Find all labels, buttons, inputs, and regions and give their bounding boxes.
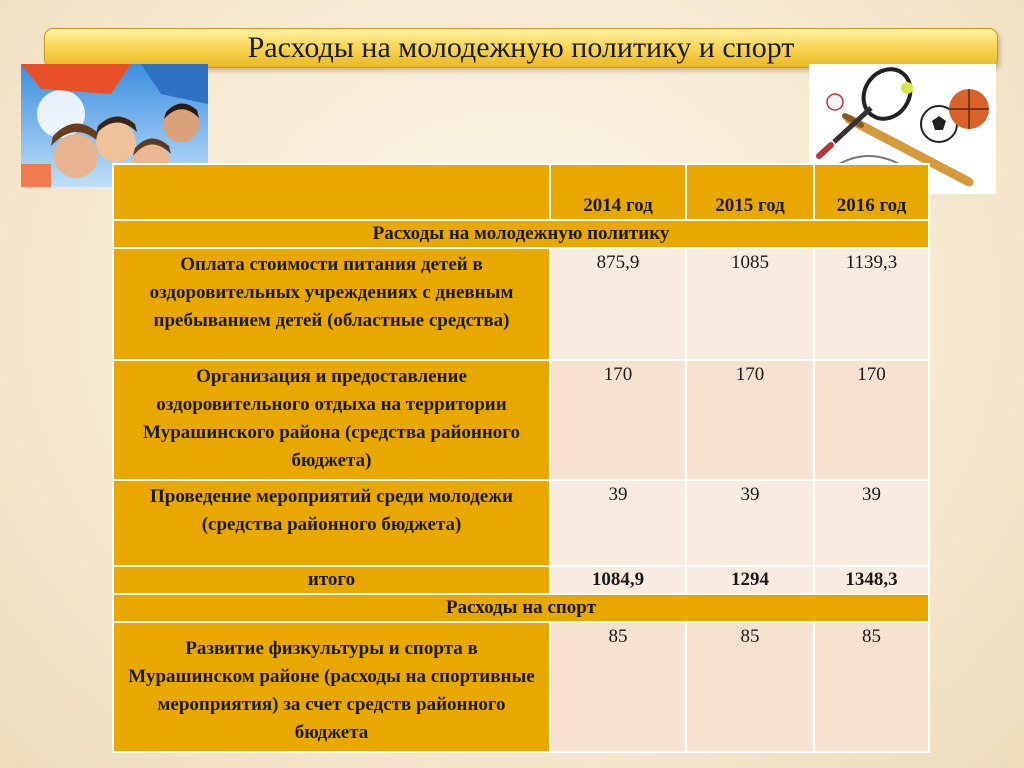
- header-year-2014: 2014 год: [550, 164, 686, 220]
- slide-title-bar: [44, 28, 998, 68]
- table-row: [113, 622, 929, 752]
- header-corner-cell: [113, 164, 550, 220]
- row-value-2015: 170: [686, 360, 814, 480]
- row-label: Проведение мероприятий среди молодежи (средства районного бюджета): [113, 480, 550, 566]
- header-year-2015: 2015 год: [686, 164, 814, 220]
- table-header-row: [113, 164, 929, 220]
- header-year-2016: 2016 год: [814, 164, 929, 220]
- slide-title: Расходы на молодежную политику и спорт: [247, 31, 795, 64]
- row-value-2015: 1085: [686, 248, 814, 360]
- section-row: [113, 220, 929, 248]
- row-label: Развитие физкультуры и спорта в Мурашинском районе (расходы на спортивные мероприятия) за счет средств районного бюджета: [113, 622, 550, 752]
- row-value-2014: 85: [550, 622, 686, 752]
- row-value-2016: 85: [814, 622, 929, 752]
- budget-table: [112, 163, 930, 753]
- row-value-2016: 170: [814, 360, 929, 480]
- table-row: [113, 360, 929, 480]
- row-value-2014: 39: [550, 480, 686, 566]
- total-row: [113, 566, 929, 594]
- row-value-2016: 39: [814, 480, 929, 566]
- section-row: [113, 594, 929, 622]
- table-row: [113, 480, 929, 566]
- table-row: [113, 248, 929, 360]
- total-value-2015: 1294: [686, 566, 814, 594]
- row-value-2014: 875,9: [550, 248, 686, 360]
- section-sport-title: Расходы на спорт: [113, 594, 929, 622]
- row-label: Оплата стоимости питания детей в оздоровительных учреждениях с дневным пребыванием детей (областные средства): [113, 248, 550, 360]
- total-value-2016: 1348,3: [814, 566, 929, 594]
- row-value-2014: 170: [550, 360, 686, 480]
- total-value-2014: 1084,9: [550, 566, 686, 594]
- row-value-2015: 85: [686, 622, 814, 752]
- total-label: итого: [113, 566, 550, 594]
- row-value-2015: 39: [686, 480, 814, 566]
- row-label: Организация и предоставление оздоровительного отдыха на территории Мурашинского района (средства районного бюджета): [113, 360, 550, 480]
- row-value-2016: 1139,3: [814, 248, 929, 360]
- section-youth-policy-title: Расходы на молодежную политику: [113, 220, 929, 248]
